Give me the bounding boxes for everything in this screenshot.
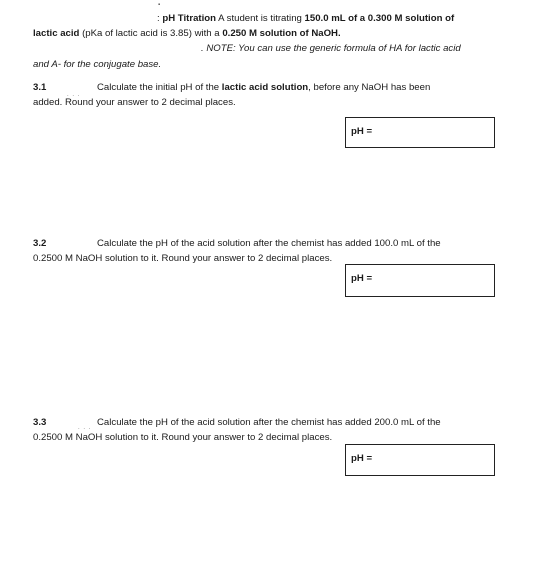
intro-prefix: : xyxy=(157,13,163,24)
intro-text-1: A student is titrating xyxy=(216,13,305,24)
question-3-3-line-1 xyxy=(97,417,441,429)
intro-note xyxy=(201,43,461,55)
intro-note-2 xyxy=(33,59,161,71)
answer-box-3-2[interactable] xyxy=(345,264,495,297)
intro-note-2-text: and A- for the conjugate base. xyxy=(33,59,162,70)
q31-text-line-2: added. Round your answer to 2 decimal places. xyxy=(33,97,236,108)
q31-text-a: Calculate the initial pH of the xyxy=(97,82,222,93)
intro-note-text: . NOTE: You can use the generic formula of HA for lactic acid xyxy=(201,43,461,54)
question-3-3-line-2 xyxy=(33,432,332,444)
answer-box-3-3[interactable] xyxy=(345,444,495,476)
answer-label: pH = xyxy=(351,453,373,464)
answer-label: pH = xyxy=(351,273,373,284)
question-3-1-line-1 xyxy=(97,82,430,94)
question-3-2-line-1 xyxy=(97,238,441,250)
top-tick-mark: ▪ xyxy=(158,2,161,8)
answer-label: pH = xyxy=(351,126,373,137)
intro-text-2: (pKa of lactic acid is 3.85) with a xyxy=(79,28,223,39)
question-3-1-number xyxy=(33,82,46,94)
question-3-1-dots: . . . xyxy=(67,92,81,98)
q32-text-line-1: Calculate the pH of the acid solution after the chemist has added 100.0 mL of the xyxy=(97,238,441,249)
q33-text-line-2: 0.2500 M NaOH solution to it. Round your answer to 2 decimal places. xyxy=(33,432,333,443)
intro-line-2 xyxy=(33,28,341,40)
question-3-3-dots: . . . xyxy=(78,425,92,431)
q32-text-line-2: 0.2500 M NaOH solution to it. Round your answer to 2 decimal places. xyxy=(33,253,333,264)
question-number: 3.2 xyxy=(33,238,47,249)
q33-text-line-1: Calculate the pH of the acid solution after the chemist has added 200.0 mL of the xyxy=(97,417,441,428)
answer-box-3-1[interactable] xyxy=(345,117,495,148)
question-3-2-number xyxy=(33,238,46,250)
question-3-3-number xyxy=(33,417,46,429)
intro-bold-3: 0.250 M solution of NaOH. xyxy=(222,28,341,39)
question-number: 3.1 xyxy=(33,82,47,93)
question-3-2-line-2 xyxy=(33,253,332,265)
question-3-1-line-2 xyxy=(33,97,236,109)
q31-text-c: , before any NaOH has been xyxy=(308,82,431,93)
intro-line-1 xyxy=(157,13,454,25)
q31-text-b: lactic acid solution xyxy=(221,82,309,93)
intro-bold-2: lactic acid xyxy=(33,28,80,39)
intro-title: pH Titration xyxy=(162,13,216,24)
question-number: 3.3 xyxy=(33,417,47,428)
intro-bold-1: 150.0 mL of a 0.300 M solution of xyxy=(304,13,455,24)
